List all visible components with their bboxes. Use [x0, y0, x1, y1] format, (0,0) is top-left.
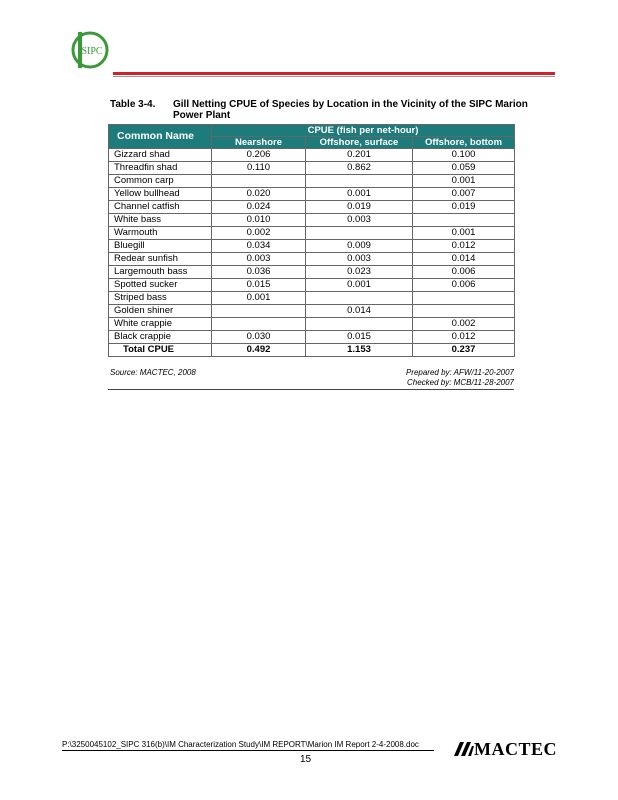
- source-note: Source: MACTEC, 2008: [110, 368, 196, 377]
- cell-offshore-bottom: 0.001: [413, 175, 515, 188]
- cell-offshore-bottom: 0.012: [413, 331, 515, 344]
- cell-offshore-bottom: 0.001: [413, 227, 515, 240]
- table-row: [109, 188, 515, 201]
- cell-nearshore: 0.030: [212, 331, 306, 344]
- cell-offshore-surface: 0.003: [306, 253, 413, 266]
- header-red-rule: [113, 72, 555, 75]
- species-name: Spotted sucker: [109, 279, 212, 292]
- table-row: [109, 253, 515, 266]
- cell-offshore-surface: 0.014: [306, 305, 413, 318]
- cell-nearshore: [212, 175, 306, 188]
- species-name: Bluegill: [109, 240, 212, 253]
- table-row: [109, 201, 515, 214]
- col-header-offshore-bottom: Offshore, bottom: [413, 137, 515, 149]
- cpue-group-header: CPUE (fish per net-hour): [212, 125, 515, 137]
- mactec-brand: MACTEC: [474, 739, 557, 759]
- cell-offshore-bottom: 0.002: [413, 318, 515, 331]
- species-name: Black crappie: [109, 331, 212, 344]
- footer-rule: [62, 750, 434, 751]
- cell-offshore-surface: 0.862: [306, 162, 413, 175]
- cell-offshore-surface: 0.001: [306, 279, 413, 292]
- species-name: Golden shiner: [109, 305, 212, 318]
- table-row: [109, 149, 515, 162]
- table-row: [109, 214, 515, 227]
- prepared-by: Prepared by: AFW/11-20-2007: [405, 368, 514, 377]
- cell-offshore-bottom: [413, 292, 515, 305]
- cell-offshore-surface: [306, 292, 413, 305]
- cell-nearshore: 0.034: [212, 240, 306, 253]
- common-name-header: Common Name: [109, 125, 212, 149]
- species-name: Warmouth: [109, 227, 212, 240]
- cell-nearshore: 0.002: [212, 227, 306, 240]
- species-name: Common carp: [109, 175, 212, 188]
- table-row: [109, 331, 515, 344]
- cell-offshore-bottom: 0.012: [413, 240, 515, 253]
- cell-offshore-surface: 0.023: [306, 266, 413, 279]
- cell-offshore-surface: 0.019: [306, 201, 413, 214]
- checked-by: Checked by: MCB/11-28-2007: [406, 378, 514, 387]
- species-name: Redear sunfish: [109, 253, 212, 266]
- cell-offshore-surface: [306, 227, 413, 240]
- table-bottom-rule: [108, 389, 514, 390]
- table-title: Gill Netting CPUE of Species by Location in the Vicinity of the SIPC Marion Power Plant: [173, 99, 528, 121]
- species-name: Gizzard shad: [109, 149, 212, 162]
- col-header-offshore-surface: Offshore, surface: [306, 137, 413, 149]
- cell-offshore-surface: 0.003: [306, 214, 413, 227]
- cell-offshore-surface: [306, 175, 413, 188]
- cell-offshore-bottom: 0.059: [413, 162, 515, 175]
- species-name: White bass: [109, 214, 212, 227]
- species-name: Channel catfish: [109, 201, 212, 214]
- total-nearshore: 0.492: [212, 344, 306, 357]
- total-label: Total CPUE: [109, 344, 212, 357]
- cell-nearshore: 0.110: [212, 162, 306, 175]
- table-row: [109, 305, 515, 318]
- cell-nearshore: 0.036: [212, 266, 306, 279]
- cell-offshore-surface: 0.015: [306, 331, 413, 344]
- species-name: Threadfin shad: [109, 162, 212, 175]
- cell-offshore-bottom: 0.006: [413, 266, 515, 279]
- table-row: [109, 175, 515, 188]
- cell-offshore-bottom: 0.019: [413, 201, 515, 214]
- cell-offshore-bottom: [413, 305, 515, 318]
- cell-nearshore: [212, 305, 306, 318]
- header-gray-rule: [113, 76, 555, 77]
- cell-offshore-surface: [306, 318, 413, 331]
- total-offshore-bottom: 0.237: [413, 344, 515, 357]
- table-row: [109, 279, 515, 292]
- table-row: [109, 162, 515, 175]
- cell-offshore-bottom: 0.006: [413, 279, 515, 292]
- cell-offshore-bottom: 0.007: [413, 188, 515, 201]
- table-row: [109, 318, 515, 331]
- cell-nearshore: 0.206: [212, 149, 306, 162]
- file-path: P:\3250045102_SIPC 316(b)\IM Characterization Study\IM REPORT\Marion IM Report 2-4-2008.doc: [62, 740, 419, 749]
- cell-offshore-surface: 0.009: [306, 240, 413, 253]
- species-name: Yellow bullhead: [109, 188, 212, 201]
- cell-nearshore: 0.010: [212, 214, 306, 227]
- cell-nearshore: 0.020: [212, 188, 306, 201]
- table-row: [109, 292, 515, 305]
- cell-offshore-bottom: [413, 214, 515, 227]
- cell-offshore-surface: 0.201: [306, 149, 413, 162]
- col-header-nearshore: Nearshore: [212, 137, 306, 149]
- cpue-table: [108, 124, 515, 357]
- cell-nearshore: 0.024: [212, 201, 306, 214]
- cell-nearshore: 0.003: [212, 253, 306, 266]
- species-name: Largemouth bass: [109, 266, 212, 279]
- cell-offshore-bottom: 0.100: [413, 149, 515, 162]
- cell-nearshore: [212, 318, 306, 331]
- cell-nearshore: 0.001: [212, 292, 306, 305]
- sipc-logo: [70, 30, 110, 70]
- total-offshore-surface: 1.153: [306, 344, 413, 357]
- cell-offshore-bottom: 0.014: [413, 253, 515, 266]
- table-row: [109, 240, 515, 253]
- total-row: [109, 344, 515, 357]
- logo-text: SIPC: [81, 46, 103, 57]
- table-row: [109, 227, 515, 240]
- table-row: [109, 266, 515, 279]
- prepared-checked-note: [406, 368, 514, 388]
- table-number: Table 3-4.: [110, 99, 156, 110]
- species-name: White crappie: [109, 318, 212, 331]
- cell-nearshore: 0.015: [212, 279, 306, 292]
- page-number: 15: [300, 754, 312, 765]
- species-name: Striped bass: [109, 292, 212, 305]
- cell-offshore-surface: 0.001: [306, 188, 413, 201]
